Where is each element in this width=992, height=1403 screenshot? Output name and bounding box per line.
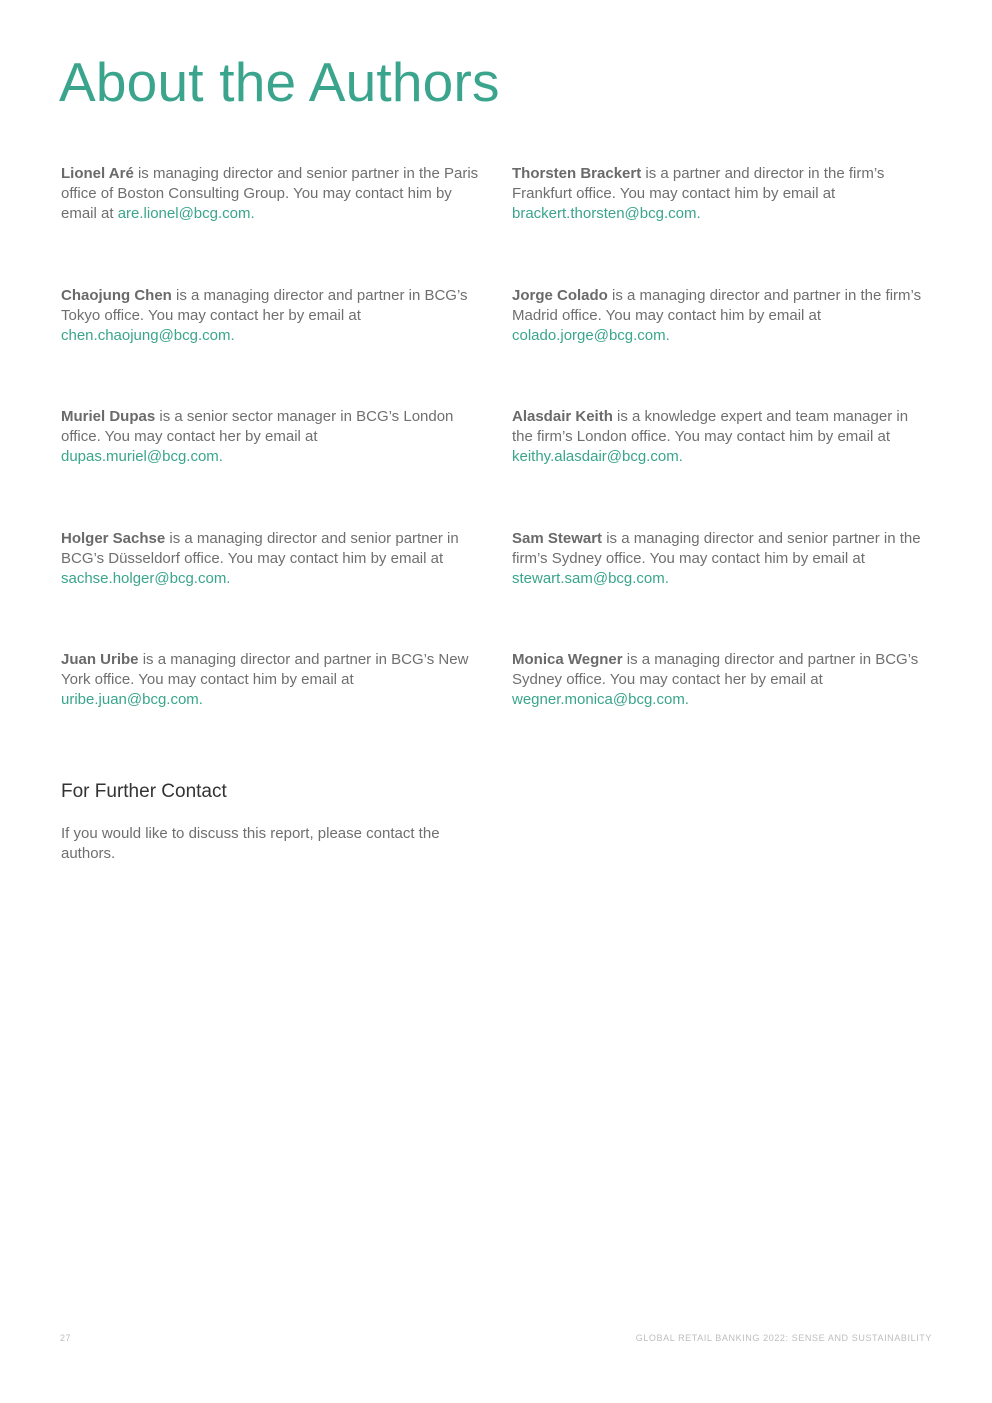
author-name: Lionel Aré [61, 165, 134, 182]
footer-page-number: 27 [60, 1333, 72, 1343]
author-description: is a knowledge expert and team manager in the firm’s London office. You may contact him by email at [512, 408, 909, 445]
author-name: Chaojung Chen [61, 286, 172, 304]
author-description: is a managing director and partner in BCG’s Sydney office. You may contact her by email at [512, 651, 919, 688]
author-description: is a managing director and partner in the firm’s Madrid office. You may contact him by email at [512, 286, 922, 324]
author-card [512, 285, 930, 407]
author-description: is a senior sector manager in BCG’s London office. You may contact her by email at [61, 408, 454, 445]
author-email-link[interactable]: keithy.alasdair@bcg.com. [512, 448, 683, 465]
author-email-link[interactable]: are.lionel@bcg.com. [117, 205, 255, 222]
author-email-link[interactable]: dupas.muriel@bcg.com. [61, 448, 223, 465]
author-card [512, 406, 930, 528]
author-description: is a managing director and partner in BCG’s Tokyo office. You may contact her by email at [61, 286, 468, 324]
author-email-link[interactable]: chen.chaojung@bcg.com. [61, 326, 235, 344]
author-name: Monica Wegner [512, 651, 623, 668]
author-email-link[interactable]: wegner.monica@bcg.com. [512, 691, 689, 708]
author-email-link[interactable]: colado.jorge@bcg.com. [512, 326, 670, 344]
author-description: is a managing director and partner in BCG’s New York office. You may contact him by email at [61, 651, 469, 688]
author-name: Thorsten Brackert [512, 165, 642, 182]
footer-report-title: GLOBAL RETAIL BANKING 2022: SENSE AND SUSTAINABILITY [635, 1333, 932, 1343]
author-card [61, 649, 479, 771]
author-name: Jorge Colado [512, 286, 608, 304]
author-card [61, 406, 479, 528]
author-description: is a partner and director in the firm’s Frankfurt office. You may contact him by email at [512, 165, 885, 202]
author-name: Muriel Dupas [61, 408, 156, 425]
author-name: Holger Sachse [61, 529, 166, 547]
author-card [512, 528, 930, 650]
author-card [512, 163, 930, 285]
page-title: About the Authors [59, 51, 500, 113]
author-description: is managing director and senior partner in the Paris office of Boston Consulting Group. You may contact him by email at [61, 165, 479, 222]
author-description: is a managing director and senior partner in BCG’s Düsseldorf office. You may contact him by email at [61, 529, 459, 567]
author-email-link[interactable]: stewart.sam@bcg.com. [512, 569, 669, 587]
author-email-link[interactable]: sachse.holger@bcg.com. [61, 569, 231, 587]
author-email-link[interactable]: brackert.thorsten@bcg.com. [512, 205, 701, 222]
authors-grid [61, 163, 936, 771]
author-name: Juan Uribe [61, 651, 139, 668]
author-name: Alasdair Keith [512, 408, 613, 425]
author-card [61, 285, 479, 407]
author-name: Sam Stewart [512, 529, 603, 547]
author-card [61, 163, 479, 285]
author-card [512, 649, 930, 771]
author-description: is a managing director and senior partner in the firm’s Sydney office. You may contact him by email at [512, 529, 921, 567]
further-contact-heading: For Further Contact [61, 781, 227, 802]
author-email-link[interactable]: uribe.juan@bcg.com. [61, 691, 203, 708]
further-contact-text: If you would like to discuss this report, please contact the authors. [61, 825, 440, 862]
author-card [61, 528, 479, 650]
